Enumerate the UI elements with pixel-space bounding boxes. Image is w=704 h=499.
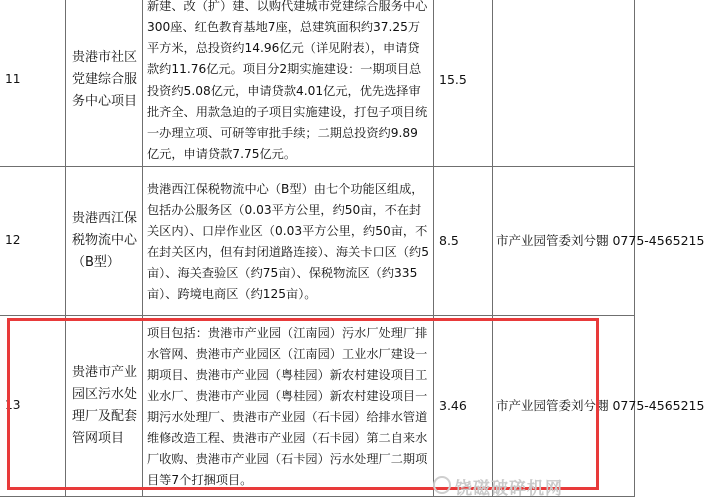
project-amount: 15.5: [434, 0, 493, 167]
table-row: [0, 167, 635, 316]
project-amount: 8.5: [434, 167, 493, 316]
row-number: 13: [0, 316, 66, 497]
project-name: 贵港市产业园区污水处理厂及配套管网项目: [66, 316, 143, 497]
table-row: [0, 0, 635, 167]
project-amount: 3.46: [434, 316, 493, 497]
project-name: 贵港市社区党建综合服务中心项目: [66, 0, 143, 167]
watermark-text: 饶磁破碎机网: [455, 479, 563, 499]
project-contact: 市产业园管委刘兮翾 0775-4565215: [493, 316, 635, 497]
project-description: 贵港西江保税物流中心（B型）由七个功能区组成，包括办公服务区（0.03平方公里，约50亩，不在封关区内）、口岸作业区（0.03平方公里，约50亩，不在封关区内，但有封闭道路连接）、海关卡口区（约5亩）、海关查验区（约75亩）、保税物流区（约335亩）、跨境电商区（约125亩）。: [143, 167, 434, 316]
project-name: 贵港西江保税物流中心（B型）: [66, 167, 143, 316]
project-contact: [493, 0, 635, 167]
project-description: 项目包括：贵港市产业园（江南园）污水厂处理厂排水管网、贵港市产业园区（江南园）工业水厂建设一期项目、贵港市产业园（粤桂园）新农村建设项目工业水厂、贵港市产业园（粤桂园）新农村建设项目一期污水处理厂、贵港市产业园（石卡园）给排水管道维修改造工程、贵港市产业园（石卡园）第二自来水厂收购、贵港市产业园（石卡园）污水处理厂二期项目等7个打捆项目。: [143, 316, 434, 497]
watermark-logo-icon: [433, 476, 451, 494]
project-description: 新建、改（扩）建、以购代建城市党建综合服务中心300座、红色教育基地7座，总建筑面积约37.25万平方米，总投资约14.96亿元（详见附表），申请贷款约11.76亿元。项目分2期实施建设：一期项目总投资约5.08亿元，申请贷款4.01亿元，优先选择审批齐全、用款急迫的子项目实施建设，打包子项目统一办理立项、可研等审批手续；二期总投资约9.89亿元，申请贷款7.75亿元。: [143, 0, 434, 167]
row-number: 11: [0, 0, 66, 167]
table-row: [0, 316, 635, 497]
row-number: 12: [0, 167, 66, 316]
project-contact: 市产业园管委刘兮翾 0775-4565215: [493, 167, 635, 316]
